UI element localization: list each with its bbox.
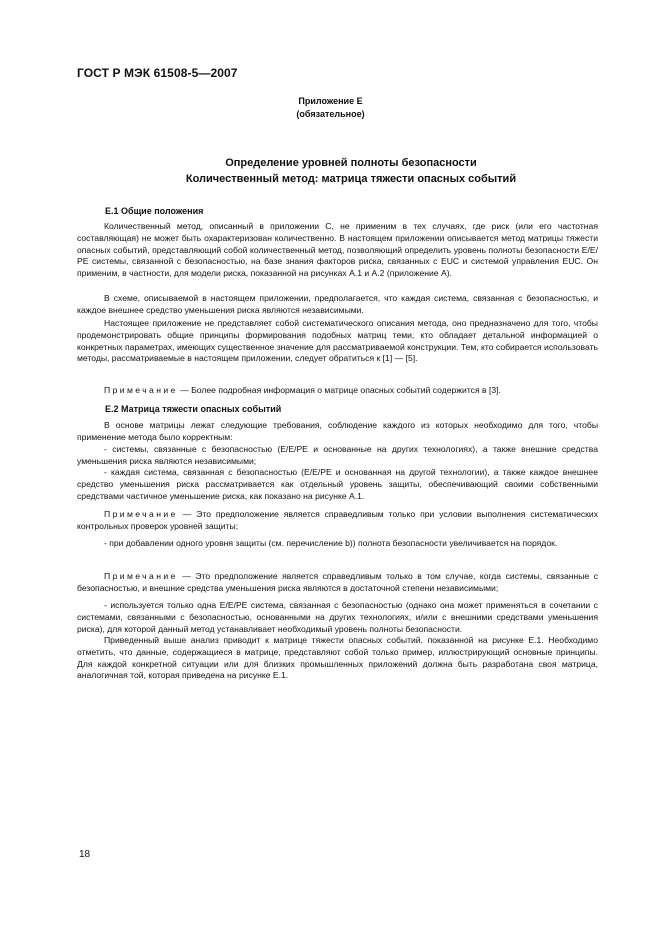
section-e2-note-2 (77, 571, 598, 595)
note-text: — Более подробная информация о матрице опасных событий содержится в [3]. (180, 385, 501, 395)
section-e1-paragraph-1-text: Количественный метод, описанный в приложении С, не применим в тех случаях, где риск (или его частотная составляющая) не может быть охарактеризован количественно. В настоящем приложении описывается метод матрицы тяжести опасных событий, представляющий собой количественный метод, позволяющий определить уровень полноты безопасности Е/Е/РЕ системы, связанной с безопасностью, на базе знания факторов риска, связанных с EUC и системой управления EUC. Он применим, в частности, для модели риска, показанной на рисунках А.1 и А.2 (приложение А). (77, 221, 598, 279)
title-line-1: Определение уровней полноты безопасности (225, 157, 477, 169)
annex-status: (обязательное) (296, 109, 365, 119)
section-e2-paragraph-2 (77, 635, 598, 682)
section-e1-note (77, 385, 598, 397)
section-e2-item-3-text: - при добавлении одного уровня защиты (см. перечисление b)) полнота безопасности увеличивается на порядок. (104, 538, 558, 548)
section-e2-item-3 (77, 538, 598, 550)
annex-label: Приложение Е (298, 96, 363, 106)
section-e2-item-2 (77, 467, 598, 502)
section-e1-paragraph-1 (77, 221, 598, 280)
page-number: 18 (79, 849, 91, 860)
section-e1-paragraph-3-text: Настоящее приложение не представляет собой систематического описания метода, оно предназначено для того, чтобы продемонстрировать общие принципы формирования подобных матриц теми, кто обладает детальной информацией о конкретных параметрах, имеющих существенное значение для рассматриваемой конструкции. Тем, кто собирается использовать методы, рассматриваемые в настоящем приложении, следует обратиться к [1] — [5]. (77, 318, 598, 364)
section-e2-item-1-text: - системы, связанные с безопасностью (Е/Е/РЕ и основанные на других технологиях), а также внешние средства уменьшения риска являются независимыми; (77, 444, 598, 466)
section-e2-paragraph-1 (77, 420, 598, 444)
section-e2-item-4 (77, 600, 598, 635)
section-e2-note-1 (77, 509, 598, 533)
note-text: — Это предположение является справедливым только при условии выполнения систематических контрольных проверок уровней защиты; (77, 509, 598, 531)
title-line-2: Количественный метод: матрица тяжести опасных событий (185, 173, 517, 185)
section-e2-item-1 (77, 444, 598, 468)
note-label: Примечание (104, 509, 178, 519)
note-text: — Это предположение является справедливым только в том случае, когда системы, связанные с безопасностью, и внешние средства уменьшения риска являются в достаточной степени независимыми; (77, 571, 598, 593)
section-e2-paragraph-1-text: В основе матрицы лежат следующие требования, соблюдение каждого из которых необходимо для того, чтобы применение метода было корректным: (77, 420, 598, 442)
section-e1-paragraph-2-text: В схеме, описываемой в настоящем приложении, предполагается, что каждая система, связанная с безопасностью, и каждое внешнее средство уменьшения риска являются независимыми. (77, 293, 598, 315)
note-label: Примечание (104, 571, 178, 581)
section-e2-heading: Е.2 Матрица тяжести опасных событий (105, 404, 282, 414)
section-e2-item-2-text: - каждая система, связанная с безопасностью (Е/Е/РЕ и основанная на другой технологии), а также каждое внешнее средство уменьшения риска рассматривается как отдельный уровень защиты, обеспечивающий своими собственными средствами частичное уменьшение риска, как показано на рисунке А.1. (77, 467, 598, 501)
section-e2-item-4-text: - используется только одна Е/Е/РЕ система, связанная с безопасностью (однако она может применяться в сочетании с системами, связанными с безопасностью, основанными на других технологиях, и/или с внешними средствами уменьшения риска), для которой данный метод устанавливает необходимый уровень полноты безопасности. (77, 600, 598, 634)
section-e1-heading: Е.1 Общие положения (105, 206, 204, 216)
section-e2-paragraph-2-text: Приведенный выше анализ приводит к матрице тяжести опасных событий, показанной на рисунке Е.1. Необходимо отметить, что данные, содержащиеся в матрице, представляют собой только пример, иллюстрирующий основные принципы. Для каждой конкретной ситуации или для близких промышленных приложений должна быть разработана своя матрица, аналогичная той, которая приведена на рисунке Е.1. (77, 635, 598, 681)
section-e1-paragraph-3 (77, 318, 598, 365)
document-code: ГОСТ Р МЭК 61508-5—2007 (77, 66, 238, 80)
note-label: Примечание (104, 385, 178, 395)
section-e1-paragraph-2 (77, 293, 598, 317)
